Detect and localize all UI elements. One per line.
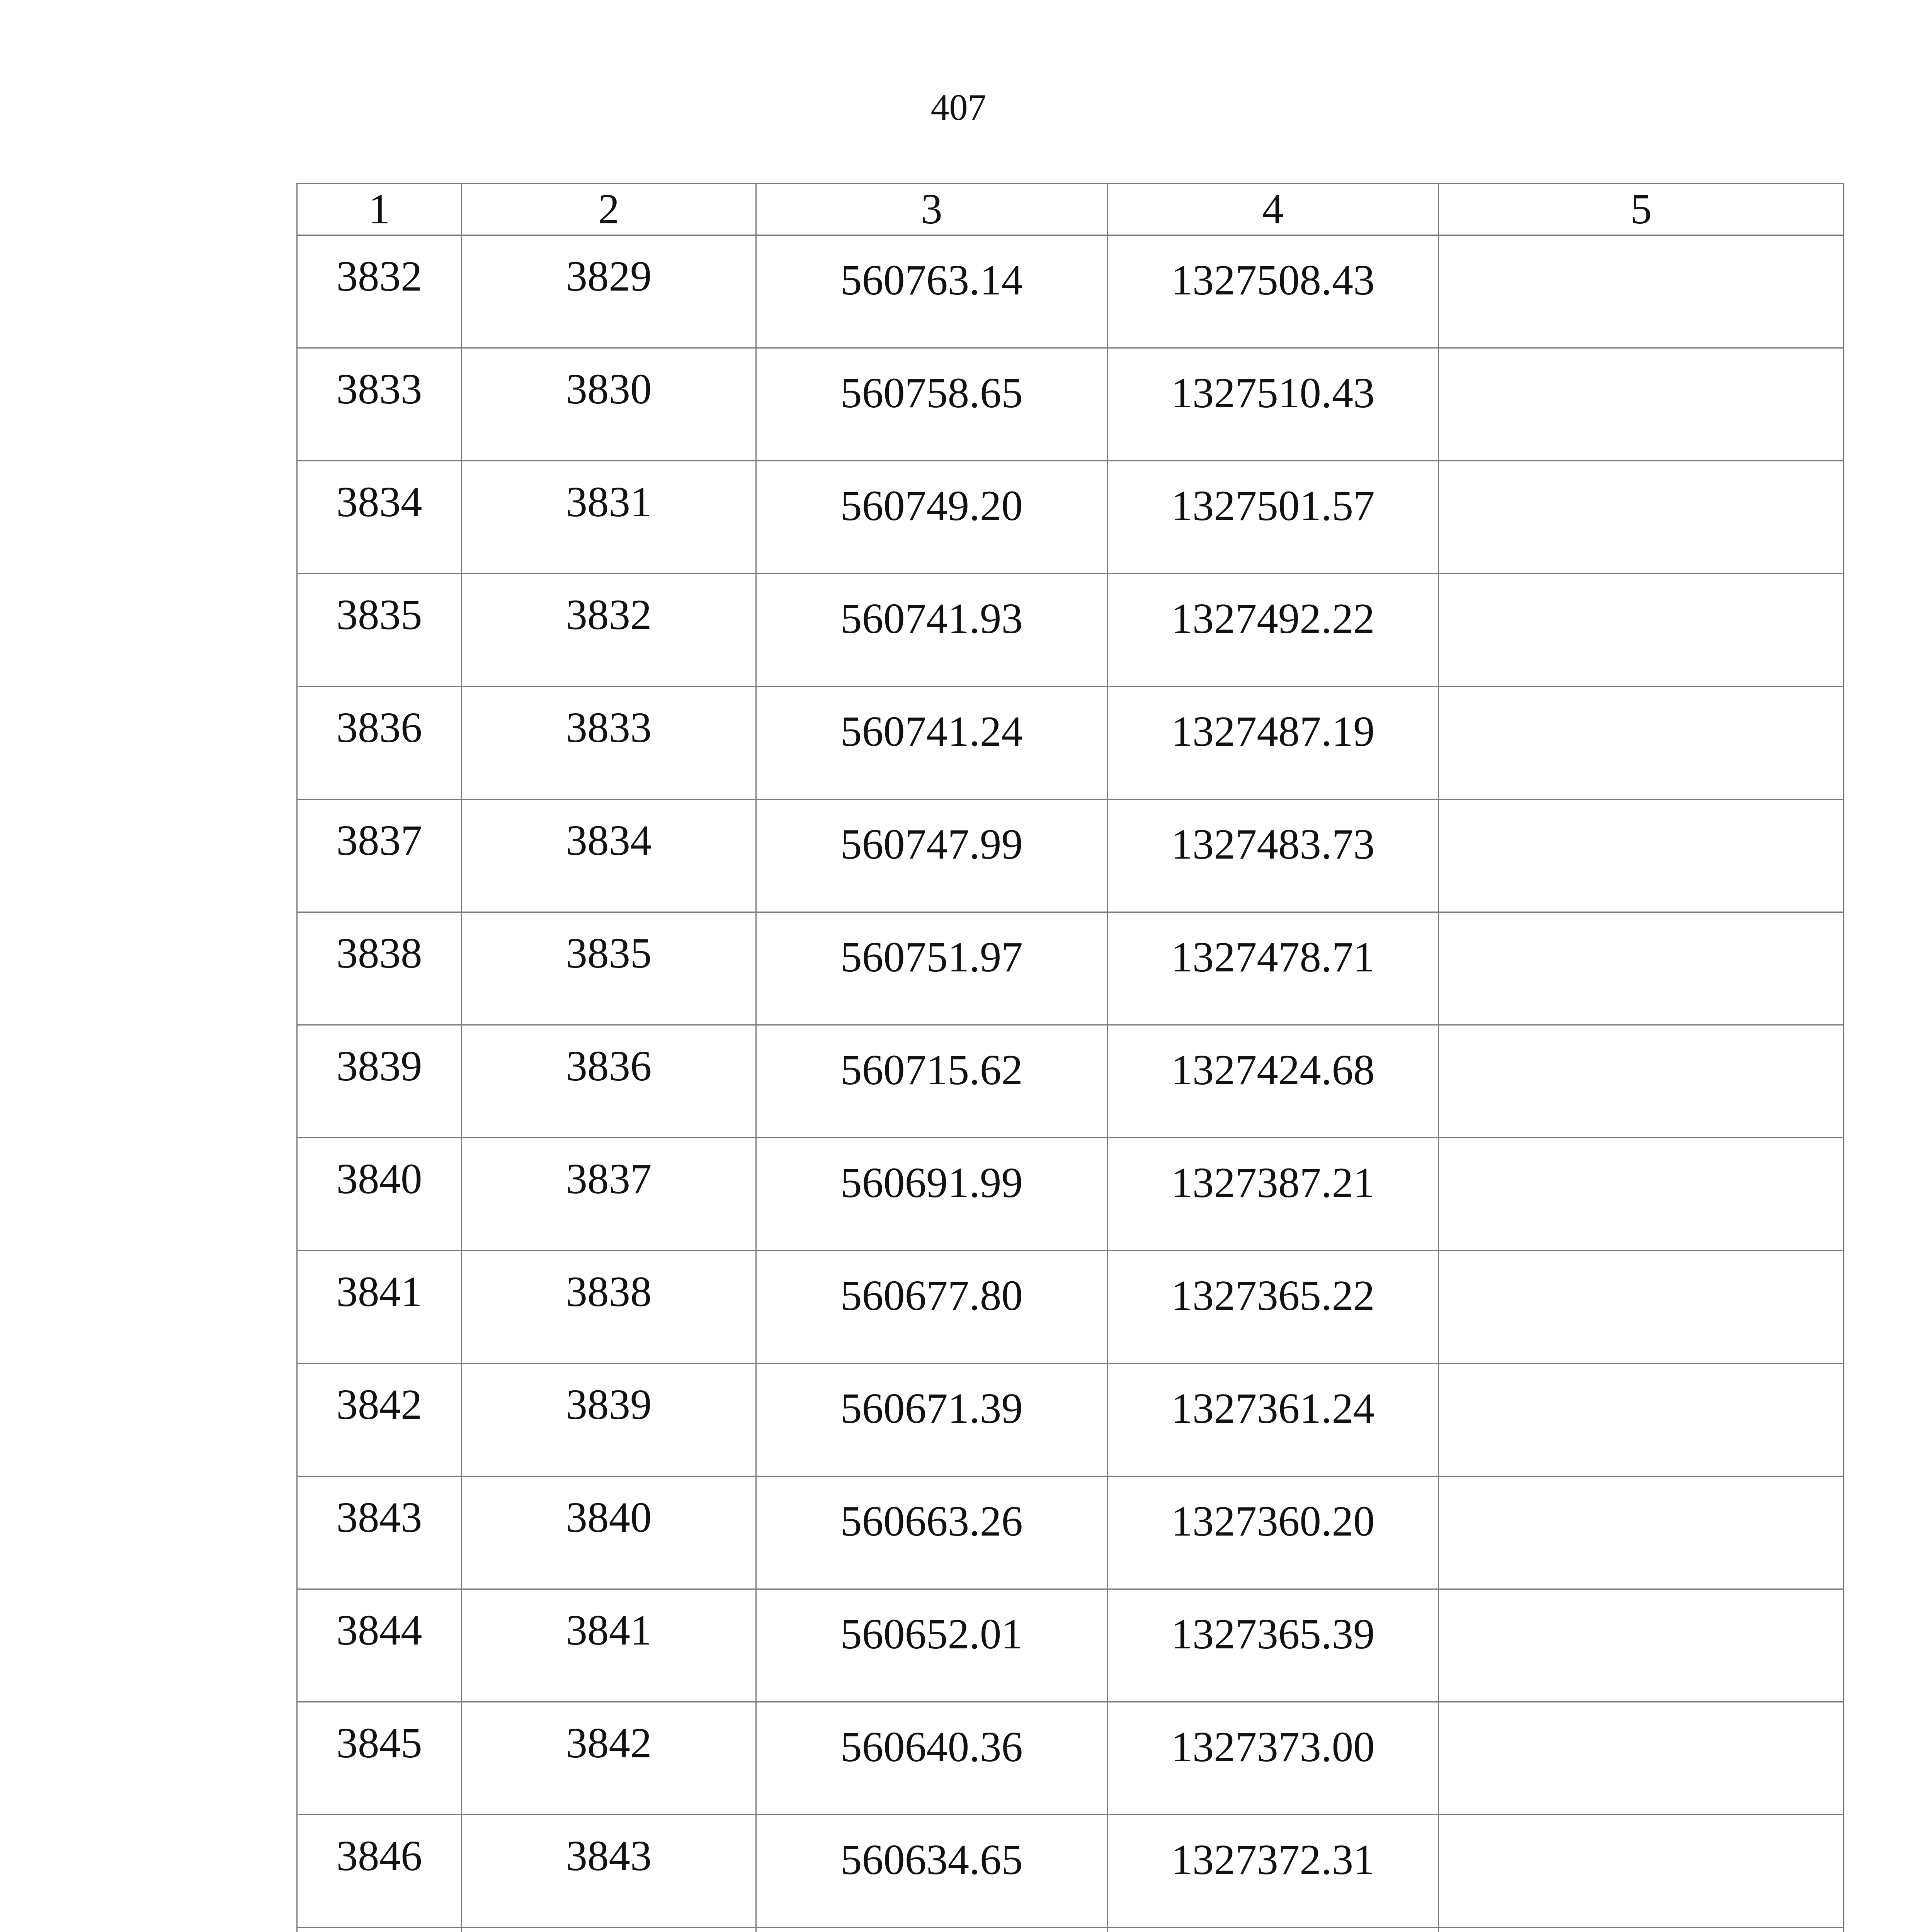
- y-coordinate-cell: 1327365.22: [1107, 1251, 1439, 1364]
- previous-point-cell: [462, 1928, 756, 1932]
- x-coordinate-cell: 560763.14: [756, 235, 1107, 348]
- x-coordinate-cell: [756, 1928, 1107, 1932]
- coordinates-table: [296, 183, 1844, 1932]
- table-row: [297, 1589, 1844, 1702]
- point-number-cell: 3841: [297, 1251, 462, 1364]
- point-number-cell: 3845: [297, 1702, 462, 1815]
- x-coordinate-cell: 560663.26: [756, 1476, 1107, 1589]
- point-number-cell: 3835: [297, 574, 462, 687]
- previous-point-cell: 3835: [462, 912, 756, 1025]
- previous-point-cell: 3830: [462, 348, 756, 461]
- note-cell: [1439, 1589, 1844, 1702]
- table-row: [297, 1025, 1844, 1138]
- previous-point-cell: 3831: [462, 461, 756, 574]
- x-coordinate-cell: 560749.20: [756, 461, 1107, 574]
- previous-point-cell: 3838: [462, 1251, 756, 1364]
- x-coordinate-cell: 560640.36: [756, 1702, 1107, 1815]
- column-header: 4: [1107, 184, 1439, 235]
- previous-point-cell: 3837: [462, 1138, 756, 1251]
- note-cell: [1439, 1928, 1844, 1932]
- point-number-cell: 3842: [297, 1364, 462, 1476]
- table-row: [297, 799, 1844, 912]
- previous-point-cell: 3834: [462, 799, 756, 912]
- table-row: [297, 461, 1844, 574]
- table-body: [297, 184, 1844, 1932]
- x-coordinate-cell: 560652.01: [756, 1589, 1107, 1702]
- x-coordinate-cell: 560715.62: [756, 1025, 1107, 1138]
- y-coordinate-cell: 1327508.43: [1107, 235, 1439, 348]
- column-header: 1: [297, 184, 462, 235]
- point-number-cell: 3843: [297, 1476, 462, 1589]
- x-coordinate-cell: 560677.80: [756, 1251, 1107, 1364]
- y-coordinate-cell: 1327365.39: [1107, 1589, 1439, 1702]
- table-row: [297, 574, 1844, 687]
- y-coordinate-cell: 1327360.20: [1107, 1476, 1439, 1589]
- column-header: 3: [756, 184, 1107, 235]
- x-coordinate-cell: 560691.99: [756, 1138, 1107, 1251]
- table-row: [297, 687, 1844, 799]
- previous-point-cell: 3839: [462, 1364, 756, 1476]
- x-coordinate-cell: 560671.39: [756, 1364, 1107, 1476]
- y-coordinate-cell: 1327372.31: [1107, 1815, 1439, 1928]
- y-coordinate-cell: 1327424.68: [1107, 1025, 1439, 1138]
- x-coordinate-cell: 560747.99: [756, 799, 1107, 912]
- note-cell: [1439, 1138, 1844, 1251]
- point-number-cell: 3840: [297, 1138, 462, 1251]
- note-cell: [1439, 799, 1844, 912]
- previous-point-cell: 3836: [462, 1025, 756, 1138]
- previous-point-cell: 3842: [462, 1702, 756, 1815]
- point-number-cell: 3844: [297, 1589, 462, 1702]
- table-row: [297, 1928, 1844, 1932]
- y-coordinate-cell: [1107, 1928, 1439, 1932]
- y-coordinate-cell: 1327492.22: [1107, 574, 1439, 687]
- table-row: [297, 348, 1844, 461]
- table-row: [297, 1251, 1844, 1364]
- note-cell: [1439, 348, 1844, 461]
- previous-point-cell: 3840: [462, 1476, 756, 1589]
- note-cell: [1439, 1364, 1844, 1476]
- previous-point-cell: 3829: [462, 235, 756, 348]
- note-cell: [1439, 574, 1844, 687]
- table-row: [297, 912, 1844, 1025]
- y-coordinate-cell: 1327387.21: [1107, 1138, 1439, 1251]
- x-coordinate-cell: 560751.97: [756, 912, 1107, 1025]
- note-cell: [1439, 235, 1844, 348]
- y-coordinate-cell: 1327373.00: [1107, 1702, 1439, 1815]
- point-number-cell: 3838: [297, 912, 462, 1025]
- note-cell: [1439, 1702, 1844, 1815]
- point-number-cell: 3839: [297, 1025, 462, 1138]
- point-number-cell: 3833: [297, 348, 462, 461]
- x-coordinate-cell: 560758.65: [756, 348, 1107, 461]
- column-header: 5: [1439, 184, 1844, 235]
- table-row: [297, 1476, 1844, 1589]
- y-coordinate-cell: 1327510.43: [1107, 348, 1439, 461]
- point-number-cell: 3837: [297, 799, 462, 912]
- x-coordinate-cell: 560634.65: [756, 1815, 1107, 1928]
- previous-point-cell: 3833: [462, 687, 756, 799]
- y-coordinate-cell: 1327478.71: [1107, 912, 1439, 1025]
- y-coordinate-cell: 1327487.19: [1107, 687, 1439, 799]
- note-cell: [1439, 912, 1844, 1025]
- point-number-cell: [297, 1928, 462, 1932]
- column-header: 2: [462, 184, 756, 235]
- x-coordinate-cell: 560741.24: [756, 687, 1107, 799]
- table-row: [297, 235, 1844, 348]
- note-cell: [1439, 1476, 1844, 1589]
- table-row: [297, 1702, 1844, 1815]
- y-coordinate-cell: 1327361.24: [1107, 1364, 1439, 1476]
- point-number-cell: 3832: [297, 235, 462, 348]
- note-cell: [1439, 1251, 1844, 1364]
- table-row: [297, 1815, 1844, 1928]
- previous-point-cell: 3843: [462, 1815, 756, 1928]
- page-number: 407: [930, 87, 987, 128]
- note-cell: [1439, 1815, 1844, 1928]
- note-cell: [1439, 1025, 1844, 1138]
- note-cell: [1439, 687, 1844, 799]
- note-cell: [1439, 461, 1844, 574]
- point-number-cell: 3846: [297, 1815, 462, 1928]
- y-coordinate-cell: 1327483.73: [1107, 799, 1439, 912]
- point-number-cell: 3836: [297, 687, 462, 799]
- table-row: [297, 1364, 1844, 1476]
- table-header-row: [297, 184, 1844, 235]
- previous-point-cell: 3832: [462, 574, 756, 687]
- table-row: [297, 1138, 1844, 1251]
- previous-point-cell: 3841: [462, 1589, 756, 1702]
- point-number-cell: 3834: [297, 461, 462, 574]
- y-coordinate-cell: 1327501.57: [1107, 461, 1439, 574]
- x-coordinate-cell: 560741.93: [756, 574, 1107, 687]
